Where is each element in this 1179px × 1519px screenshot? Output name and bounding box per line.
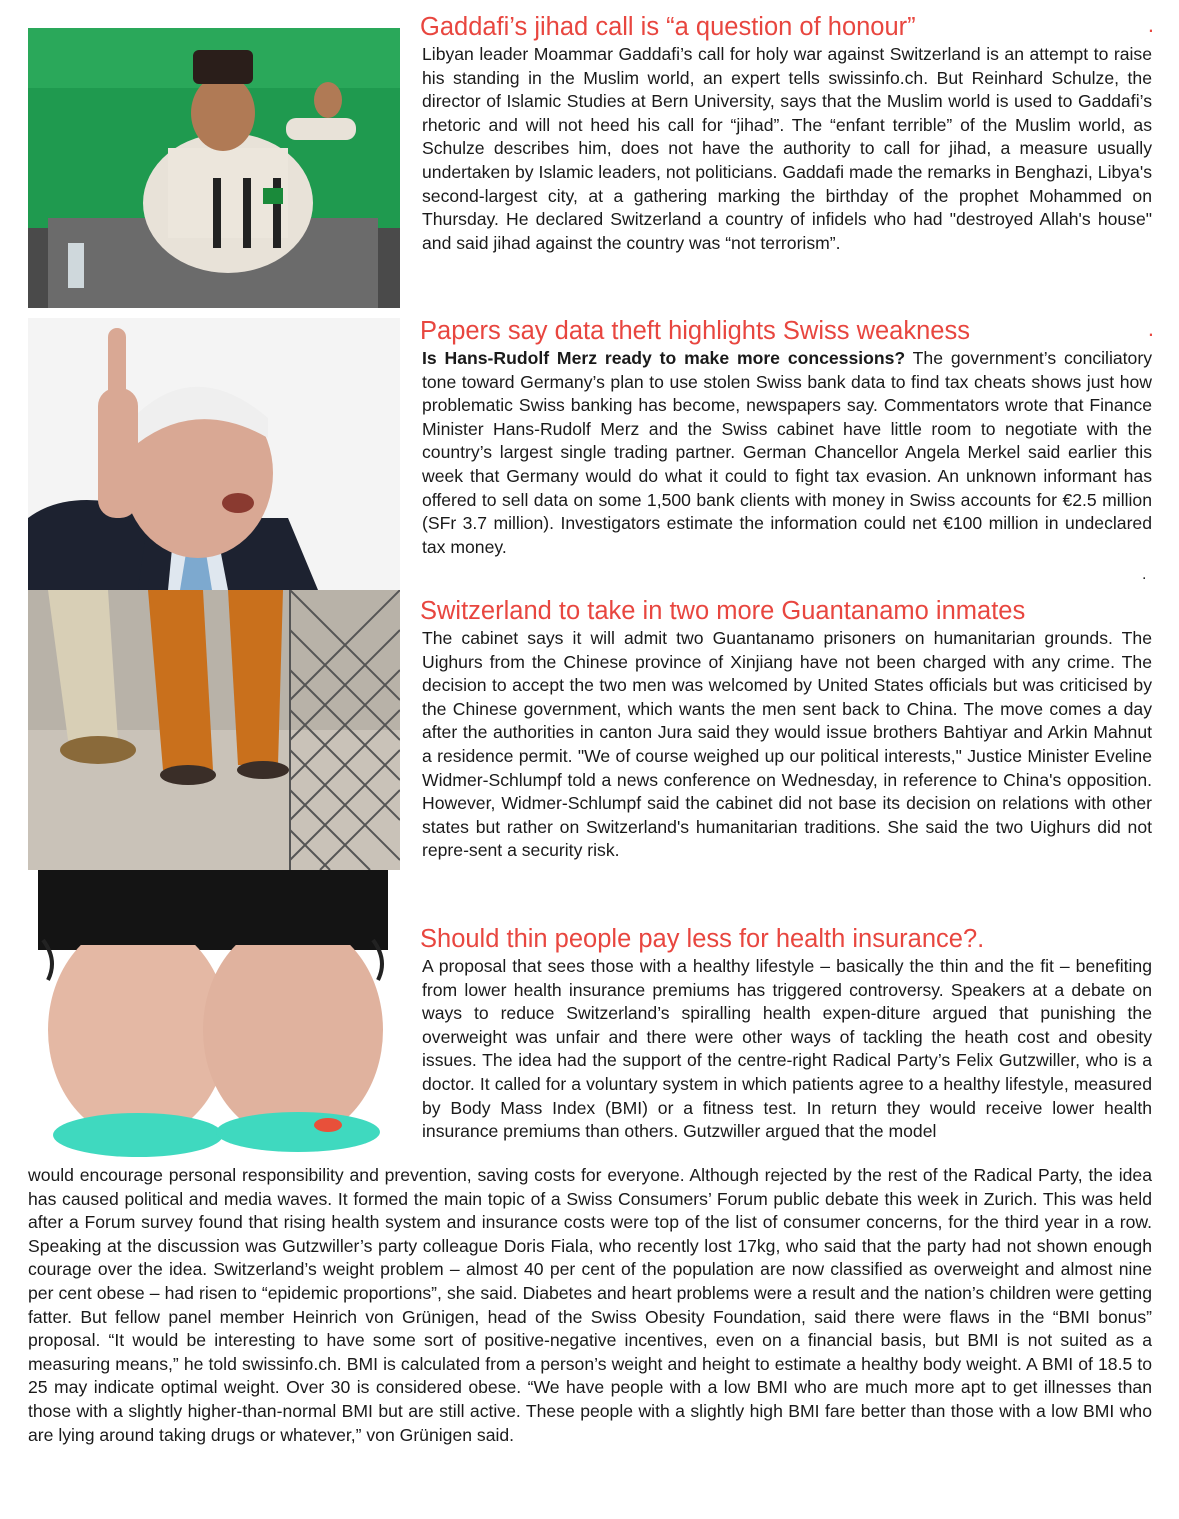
article-body: A proposal that sees those with a healthy lifestyle – basically the thin and the fit – benefiting from lower health insurance premiums has triggered controversy. Speakers at a debate on ways to reduce Switzerland’s spiralling health expen-diture argued that punishing the overweight was unfair and there were other ways of tackling the heath cost and obesity issues. The idea had the support of the centre-right Radical Party’s Felix Gutzwiller, who is a doctor. It called for a voluntary system in which patients agree to a healthy lifestyle, measured by Body Mass Index (BMI) or a fitness test. In return they would receive lower health insurance premiums than others. Gutzwiller argued that the model	[422, 956, 1152, 1142]
article-body	[418, 347, 1152, 559]
article-endmark: .	[1142, 566, 1147, 583]
article-data-theft	[418, 316, 1152, 559]
article-gaddafi	[418, 12, 1152, 255]
photo-gaddafi	[28, 28, 400, 308]
photo-merz	[28, 318, 400, 590]
headline-endmark: .	[1147, 316, 1154, 341]
article-guantanamo	[418, 596, 1152, 863]
article-lead: Is Hans-Rudolf Merz ready to make more concessions?	[422, 348, 906, 368]
article-headline: Should thin people pay less for health insurance?.	[420, 925, 985, 953]
article-health-insurance	[418, 924, 1152, 1144]
article-headline: Papers say data theft highlights Swiss weakness .	[420, 316, 1154, 345]
headline-endmark: .	[1147, 12, 1154, 37]
article-headline: Gaddafi’s jihad call is “a question of honour” .	[420, 12, 1154, 41]
article-body-text: The government’s conciliatory tone toward Germany’s plan to use stolen Swiss bank data to find tax cheats shows just how problematic Swiss banking has become, newspapers say. Commentators wrote that Finance Minister Hans-Rudolf Merz and the Swiss cabinet have little room to negotiate with the country’s largest single trading partner. German Chancellor Angela Merkel said earlier this week that Germany would do what it could to fight tax evasion. An unknown informant has offered to sell data on some 1,500 bank clients with money in Swiss accounts for €2.5 million (SFr 3.7 million). Investigators estimate the information could net €100 million in undeclared tax money.	[422, 348, 1152, 557]
article-body: The cabinet says it will admit two Guantanamo prisoners on humanitarian grounds. The Uighurs from the Chinese province of Xinjiang have not been charged with any crime. The decision to accept the two men was welcomed by United States officials but was criticised by the Chinese government, which wants the men sent back to China. The move comes a day after the authorities in canton Jura said they would issue brothers Bahtiyar and Arkin Mahnut a residence permit. "We of course weighed up our political interests," Justice Minister Eveline Widmer-Schlumpf told a news conference on Wednesday, in reference to China's opposition. However, Widmer-Schlumpf said the cabinet did not base its decision on relations with other states but rather on Switzerland's humanitarian traditions. She said the two Uighurs did not repre-sent a security risk.	[422, 628, 1152, 861]
article-body-continued: would encourage personal responsibility and prevention, saving costs for everyone. Although rejected by the rest of the Radical Party, the idea has caused political and media waves. It formed the main topic of a Swiss Consumers’ Forum public debate this week in Zurich. This was held after a Forum survey found that rising health system and insurance costs were top of the list of consumer concerns, for the third year in a row. Speaking at the discussion was Gutzwiller’s party colleague Doris Fiala, who recently lost 17kg, who said that the party had not shown enough courage over the idea. Switzerland’s weight problem – almost 40 per cent of the population are now classified as overweight and almost nine per cent obese – had risen to “epidemic proportions”, she said. Diabetes and heart problems were a result and the nation’s children were getting fatter. But fellow panel member Heinrich von Grünigen, head of the Swiss Obesity Foundation, said there were flaws in the “BMI bonus” proposal. “It would be interesting to have some sort of positive-negative incentives, even on a financial basis, but BMI is not suited as a measuring means,” he told swissinfo.ch. BMI is calculated from a person’s weight and height to estimate a healthy body weight. A BMI of 18.5 to 25 may indicate optimal weight. Over 30 is considered obese. “We have people with a low BMI who are much more apt to get illnesses than those with a slightly higher-than-normal BMI but are still active. These people with a slightly high BMI fare better than those with a low BMI who are lying around taking drugs or whatever,” von Grünigen said.	[28, 1165, 1152, 1445]
article-body: Libyan leader Moammar Gaddafi’s call for holy war against Switzerland is an attempt to raise his standing in the Muslim world, an expert tells swissinfo.ch. But Reinhard Schulze, the director of Islamic Studies at Bern University, says that the Muslim world is used to Gaddafi’s rhetoric and will not heed his call for “jihad”. The “enfant terrible” of the Muslim world, as Schulze describes him, does not have the authority to call for jihad, a measure usually undertaken by Islamic leaders, not politicians. Gaddafi made the remarks in Benghazi, Libya's second-largest city, at a gathering marking the birthday of the prophet Mohammed on Thursday. He declared Switzerland a country of infidels who had "destroyed Allah's house" and said jihad against the country was “not terrorism”.	[422, 44, 1152, 253]
article-headline: Switzerland to take in two more Guantanamo inmates	[420, 597, 1026, 625]
photo-health	[28, 870, 400, 1160]
photo-guantanamo	[28, 590, 400, 870]
